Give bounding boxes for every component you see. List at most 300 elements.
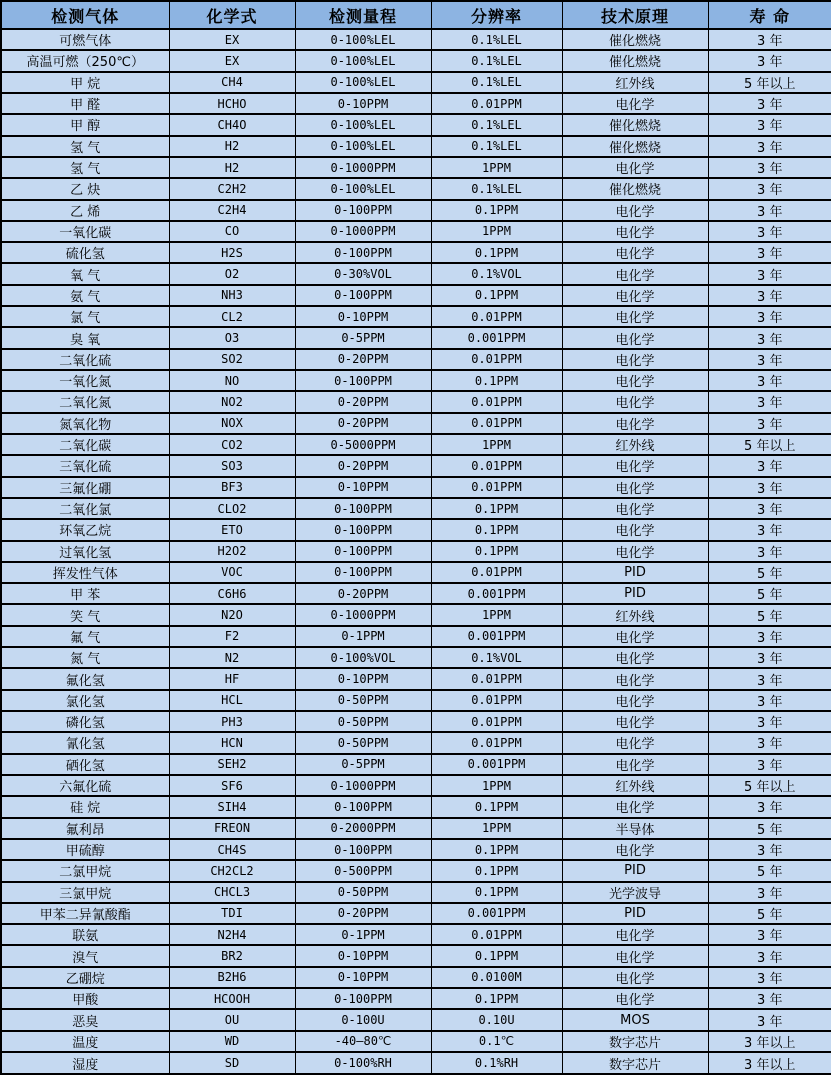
lifespan-cell: 3 年 (708, 157, 831, 178)
principle-cell: MOS (562, 1009, 708, 1030)
range-cell: 0-1000PPM (295, 604, 431, 625)
column-header: 化学式 (169, 1, 295, 29)
range-cell: 0-20PPM (295, 903, 431, 924)
lifespan-cell: 3 年 (708, 455, 831, 476)
formula-cell: CO2 (169, 434, 295, 455)
resolution-cell: 0.01PPM (431, 690, 562, 711)
resolution-cell: 0.1%LEL (431, 114, 562, 135)
lifespan-cell: 3 年 (708, 221, 831, 242)
range-cell: 0-50PPM (295, 882, 431, 903)
lifespan-cell: 5 年 (708, 860, 831, 881)
resolution-cell: 0.001PPM (431, 327, 562, 348)
range-cell: 0-10PPM (295, 93, 431, 114)
table-row (1, 93, 831, 114)
formula-cell: CLO2 (169, 498, 295, 519)
table-row (1, 818, 831, 839)
gas-name-cell: 氮氧化物 (1, 413, 169, 434)
principle-cell: 电化学 (562, 945, 708, 966)
lifespan-cell: 3 年 (708, 519, 831, 540)
formula-cell: CH4 (169, 72, 295, 93)
lifespan-cell: 5 年 (708, 903, 831, 924)
principle-cell: 电化学 (562, 221, 708, 242)
table-row (1, 967, 831, 988)
lifespan-cell: 3 年 (708, 647, 831, 668)
formula-cell: SIH4 (169, 796, 295, 817)
range-cell: 0-500PPM (295, 860, 431, 881)
principle-cell: PID (562, 860, 708, 881)
lifespan-cell: 5 年 (708, 562, 831, 583)
lifespan-cell: 3 年 (708, 626, 831, 647)
formula-cell: N2H4 (169, 924, 295, 945)
principle-cell: 电化学 (562, 754, 708, 775)
table-row (1, 477, 831, 498)
formula-cell: C2H2 (169, 178, 295, 199)
lifespan-cell: 3 年 (708, 242, 831, 263)
range-cell: 0-1000PPM (295, 157, 431, 178)
range-cell: 0-30%VOL (295, 263, 431, 284)
lifespan-cell: 5 年以上 (708, 434, 831, 455)
table-row (1, 1052, 831, 1074)
resolution-cell: 0.1%LEL (431, 50, 562, 71)
lifespan-cell: 5 年以上 (708, 775, 831, 796)
principle-cell: 催化燃烧 (562, 29, 708, 50)
lifespan-cell: 3 年 (708, 796, 831, 817)
lifespan-cell: 5 年 (708, 818, 831, 839)
table-row (1, 541, 831, 562)
formula-cell: WD (169, 1031, 295, 1052)
gas-name-cell: 一氧化氮 (1, 370, 169, 391)
gas-name-cell: 氯化氢 (1, 690, 169, 711)
table-row (1, 796, 831, 817)
range-cell: 0-20PPM (295, 455, 431, 476)
lifespan-cell: 3 年 (708, 754, 831, 775)
principle-cell: 电化学 (562, 924, 708, 945)
principle-cell: 电化学 (562, 455, 708, 476)
table-row (1, 583, 831, 604)
formula-cell: NO (169, 370, 295, 391)
formula-cell: CO (169, 221, 295, 242)
lifespan-cell: 3 年 (708, 541, 831, 562)
range-cell: 0-100PPM (295, 796, 431, 817)
column-header: 寿 命 (708, 1, 831, 29)
table-row (1, 434, 831, 455)
resolution-cell: 0.1PPM (431, 796, 562, 817)
table-row (1, 690, 831, 711)
formula-cell: N2O (169, 604, 295, 625)
range-cell: 0-10PPM (295, 668, 431, 689)
principle-cell: 电化学 (562, 285, 708, 306)
gas-name-cell: 氮 气 (1, 647, 169, 668)
lifespan-cell: 3 年 (708, 668, 831, 689)
table-row (1, 711, 831, 732)
table-row (1, 50, 831, 71)
lifespan-cell: 3 年 (708, 413, 831, 434)
range-cell: 0-100PPM (295, 200, 431, 221)
table-row (1, 945, 831, 966)
lifespan-cell: 3 年 (708, 349, 831, 370)
lifespan-cell: 3 年 (708, 285, 831, 306)
gas-name-cell: 磷化氢 (1, 711, 169, 732)
range-cell: 0-1000PPM (295, 221, 431, 242)
table-row (1, 604, 831, 625)
table-row (1, 882, 831, 903)
resolution-cell: 0.1℃ (431, 1031, 562, 1052)
resolution-cell: 0.01PPM (431, 924, 562, 945)
lifespan-cell: 3 年 (708, 136, 831, 157)
resolution-cell: 0.01PPM (431, 455, 562, 476)
principle-cell: PID (562, 562, 708, 583)
principle-cell: 电化学 (562, 391, 708, 412)
gas-name-cell: 溴气 (1, 945, 169, 966)
formula-cell: O3 (169, 327, 295, 348)
gas-name-cell: 氨 气 (1, 285, 169, 306)
formula-cell: F2 (169, 626, 295, 647)
principle-cell: 电化学 (562, 732, 708, 753)
range-cell: 0-5000PPM (295, 434, 431, 455)
range-cell: 0-100%RH (295, 1052, 431, 1074)
range-cell: -40—80℃ (295, 1031, 431, 1052)
gas-name-cell: 甲 醇 (1, 114, 169, 135)
table-row (1, 242, 831, 263)
formula-cell: ETO (169, 519, 295, 540)
range-cell: 0-100%LEL (295, 72, 431, 93)
formula-cell: SO2 (169, 349, 295, 370)
resolution-cell: 0.001PPM (431, 626, 562, 647)
table-row (1, 391, 831, 412)
gas-name-cell: 臭 氧 (1, 327, 169, 348)
resolution-cell: 0.01PPM (431, 732, 562, 753)
lifespan-cell: 3 年 (708, 882, 831, 903)
lifespan-cell: 3 年 (708, 93, 831, 114)
range-cell: 0-50PPM (295, 690, 431, 711)
principle-cell: 电化学 (562, 967, 708, 988)
range-cell: 0-5PPM (295, 754, 431, 775)
lifespan-cell: 3 年 (708, 924, 831, 945)
principle-cell: 光学波导 (562, 882, 708, 903)
resolution-cell: 0.1PPM (431, 541, 562, 562)
lifespan-cell: 5 年 (708, 583, 831, 604)
table-row (1, 988, 831, 1009)
lifespan-cell: 3 年以上 (708, 1052, 831, 1074)
gas-name-cell: 硒化氢 (1, 754, 169, 775)
formula-cell: EX (169, 50, 295, 71)
range-cell: 0-2000PPM (295, 818, 431, 839)
gas-name-cell: 硫化氢 (1, 242, 169, 263)
table-row (1, 221, 831, 242)
table-row (1, 626, 831, 647)
table-row (1, 263, 831, 284)
gas-name-cell: 过氧化氢 (1, 541, 169, 562)
resolution-cell: 0.1%LEL (431, 72, 562, 93)
header-row (1, 1, 831, 29)
gas-name-cell: 二氧化氯 (1, 498, 169, 519)
range-cell: 0-100PPM (295, 988, 431, 1009)
range-cell: 0-100%LEL (295, 178, 431, 199)
table-row (1, 370, 831, 391)
resolution-cell: 0.1%LEL (431, 136, 562, 157)
lifespan-cell: 3 年 (708, 711, 831, 732)
formula-cell: H2 (169, 157, 295, 178)
principle-cell: 电化学 (562, 349, 708, 370)
gas-name-cell: 六氟化硫 (1, 775, 169, 796)
formula-cell: C2H4 (169, 200, 295, 221)
table-row (1, 519, 831, 540)
range-cell: 0-100PPM (295, 519, 431, 540)
lifespan-cell: 3 年 (708, 200, 831, 221)
range-cell: 0-100%LEL (295, 114, 431, 135)
table-row (1, 732, 831, 753)
lifespan-cell: 3 年 (708, 988, 831, 1009)
gas-name-cell: 可燃气体 (1, 29, 169, 50)
gas-name-cell: 环氧乙烷 (1, 519, 169, 540)
principle-cell: 数字芯片 (562, 1031, 708, 1052)
formula-cell: C6H6 (169, 583, 295, 604)
lifespan-cell: 3 年 (708, 967, 831, 988)
gas-name-cell: 笑 气 (1, 604, 169, 625)
range-cell: 0-100%LEL (295, 29, 431, 50)
range-cell: 0-100U (295, 1009, 431, 1030)
resolution-cell: 0.01PPM (431, 711, 562, 732)
principle-cell: 电化学 (562, 711, 708, 732)
range-cell: 0-10PPM (295, 967, 431, 988)
range-cell: 0-100PPM (295, 541, 431, 562)
range-cell: 0-50PPM (295, 732, 431, 753)
table-body (1, 29, 831, 1074)
table-row (1, 903, 831, 924)
table-row (1, 647, 831, 668)
table-row (1, 1009, 831, 1030)
range-cell: 0-100PPM (295, 562, 431, 583)
column-header: 检测量程 (295, 1, 431, 29)
principle-cell: 电化学 (562, 626, 708, 647)
table-row (1, 562, 831, 583)
gas-name-cell: 挥发性气体 (1, 562, 169, 583)
resolution-cell: 0.001PPM (431, 754, 562, 775)
table-row (1, 860, 831, 881)
table-row (1, 1031, 831, 1052)
principle-cell: 电化学 (562, 327, 708, 348)
principle-cell: 电化学 (562, 263, 708, 284)
resolution-cell: 0.001PPM (431, 903, 562, 924)
range-cell: 0-100PPM (295, 839, 431, 860)
formula-cell: CH4O (169, 114, 295, 135)
range-cell: 0-20PPM (295, 413, 431, 434)
resolution-cell: 0.1%VOL (431, 647, 562, 668)
lifespan-cell: 3 年 (708, 29, 831, 50)
principle-cell: 红外线 (562, 434, 708, 455)
resolution-cell: 0.01PPM (431, 477, 562, 498)
gas-name-cell: 三氯甲烷 (1, 882, 169, 903)
gas-name-cell: 湿度 (1, 1052, 169, 1074)
lifespan-cell: 3 年 (708, 391, 831, 412)
lifespan-cell: 3 年 (708, 178, 831, 199)
formula-cell: SF6 (169, 775, 295, 796)
formula-cell: O2 (169, 263, 295, 284)
range-cell: 0-100PPM (295, 285, 431, 306)
table-row (1, 114, 831, 135)
lifespan-cell: 3 年 (708, 370, 831, 391)
principle-cell: 电化学 (562, 200, 708, 221)
range-cell: 0-100%VOL (295, 647, 431, 668)
formula-cell: OU (169, 1009, 295, 1030)
principle-cell: PID (562, 903, 708, 924)
formula-cell: B2H6 (169, 967, 295, 988)
gas-name-cell: 二氯甲烷 (1, 860, 169, 881)
resolution-cell: 0.10U (431, 1009, 562, 1030)
gas-name-cell: 硅 烷 (1, 796, 169, 817)
lifespan-cell: 3 年 (708, 1009, 831, 1030)
range-cell: 0-100%LEL (295, 50, 431, 71)
lifespan-cell: 3 年 (708, 498, 831, 519)
table-row (1, 349, 831, 370)
principle-cell: 电化学 (562, 157, 708, 178)
gas-name-cell: 一氧化碳 (1, 221, 169, 242)
lifespan-cell: 3 年 (708, 114, 831, 135)
lifespan-cell: 5 年以上 (708, 72, 831, 93)
lifespan-cell: 3 年 (708, 690, 831, 711)
resolution-cell: 0.01PPM (431, 349, 562, 370)
principle-cell: 催化燃烧 (562, 178, 708, 199)
resolution-cell: 1PPM (431, 604, 562, 625)
formula-cell: CH2CL2 (169, 860, 295, 881)
table-row (1, 668, 831, 689)
table-row (1, 775, 831, 796)
table-row (1, 455, 831, 476)
principle-cell: 半导体 (562, 818, 708, 839)
principle-cell: 电化学 (562, 93, 708, 114)
range-cell: 0-10PPM (295, 945, 431, 966)
lifespan-cell: 3 年 (708, 945, 831, 966)
table-row (1, 413, 831, 434)
gas-name-cell: 温度 (1, 1031, 169, 1052)
resolution-cell: 0.1PPM (431, 498, 562, 519)
table-row (1, 29, 831, 50)
range-cell: 0-10PPM (295, 477, 431, 498)
column-header: 检测气体 (1, 1, 169, 29)
gas-name-cell: 甲酸 (1, 988, 169, 1009)
gas-name-cell: 氟 气 (1, 626, 169, 647)
resolution-cell: 1PPM (431, 157, 562, 178)
range-cell: 0-1000PPM (295, 775, 431, 796)
table-row (1, 924, 831, 945)
range-cell: 0-100PPM (295, 242, 431, 263)
gas-name-cell: 三氧化硫 (1, 455, 169, 476)
formula-cell: HCOOH (169, 988, 295, 1009)
formula-cell: VOC (169, 562, 295, 583)
resolution-cell: 1PPM (431, 434, 562, 455)
resolution-cell: 0.1PPM (431, 285, 562, 306)
lifespan-cell: 3 年 (708, 306, 831, 327)
resolution-cell: 0.0100M (431, 967, 562, 988)
table-row (1, 136, 831, 157)
formula-cell: PH3 (169, 711, 295, 732)
formula-cell: H2 (169, 136, 295, 157)
formula-cell: FREON (169, 818, 295, 839)
column-header: 技术原理 (562, 1, 708, 29)
lifespan-cell: 3 年 (708, 732, 831, 753)
table-row (1, 754, 831, 775)
lifespan-cell: 5 年 (708, 604, 831, 625)
gas-name-cell: 联氨 (1, 924, 169, 945)
formula-cell: HCN (169, 732, 295, 753)
principle-cell: 红外线 (562, 775, 708, 796)
gas-name-cell: 氢 气 (1, 157, 169, 178)
lifespan-cell: 3 年 (708, 50, 831, 71)
principle-cell: PID (562, 583, 708, 604)
gas-name-cell: 乙 烯 (1, 200, 169, 221)
resolution-cell: 0.001PPM (431, 583, 562, 604)
gas-name-cell: 甲苯二异氰酸酯 (1, 903, 169, 924)
formula-cell: HF (169, 668, 295, 689)
formula-cell: H2S (169, 242, 295, 263)
principle-cell: 电化学 (562, 690, 708, 711)
resolution-cell: 1PPM (431, 221, 562, 242)
principle-cell: 电化学 (562, 413, 708, 434)
resolution-cell: 0.1PPM (431, 519, 562, 540)
range-cell: 0-100%LEL (295, 136, 431, 157)
principle-cell: 电化学 (562, 796, 708, 817)
range-cell: 0-10PPM (295, 306, 431, 327)
range-cell: 0-100PPM (295, 370, 431, 391)
resolution-cell: 0.1PPM (431, 839, 562, 860)
formula-cell: N2 (169, 647, 295, 668)
gas-name-cell: 二氧化碳 (1, 434, 169, 455)
lifespan-cell: 3 年 (708, 327, 831, 348)
gas-name-cell: 高温可燃（250℃） (1, 50, 169, 71)
gas-name-cell: 氰化氢 (1, 732, 169, 753)
resolution-cell: 0.01PPM (431, 93, 562, 114)
table-row (1, 72, 831, 93)
formula-cell: SD (169, 1052, 295, 1074)
range-cell: 0-1PPM (295, 924, 431, 945)
resolution-cell: 0.1%LEL (431, 178, 562, 199)
principle-cell: 电化学 (562, 242, 708, 263)
principle-cell: 催化燃烧 (562, 114, 708, 135)
resolution-cell: 0.1PPM (431, 945, 562, 966)
table-row (1, 285, 831, 306)
resolution-cell: 0.01PPM (431, 413, 562, 434)
formula-cell: H2O2 (169, 541, 295, 562)
formula-cell: BF3 (169, 477, 295, 498)
table-row (1, 306, 831, 327)
formula-cell: NO2 (169, 391, 295, 412)
formula-cell: CHCL3 (169, 882, 295, 903)
gas-name-cell: 二氧化氮 (1, 391, 169, 412)
formula-cell: NOX (169, 413, 295, 434)
table-row (1, 178, 831, 199)
principle-cell: 催化燃烧 (562, 136, 708, 157)
formula-cell: CH4S (169, 839, 295, 860)
principle-cell: 电化学 (562, 498, 708, 519)
principle-cell: 电化学 (562, 988, 708, 1009)
resolution-cell: 1PPM (431, 775, 562, 796)
range-cell: 0-20PPM (295, 349, 431, 370)
gas-name-cell: 甲 苯 (1, 583, 169, 604)
range-cell: 0-100PPM (295, 498, 431, 519)
column-header: 分辨率 (431, 1, 562, 29)
gas-name-cell: 三氟化硼 (1, 477, 169, 498)
gas-name-cell: 氧 气 (1, 263, 169, 284)
lifespan-cell: 3 年 (708, 839, 831, 860)
gas-name-cell: 甲 醛 (1, 93, 169, 114)
resolution-cell: 0.1PPM (431, 242, 562, 263)
principle-cell: 数字芯片 (562, 1052, 708, 1074)
resolution-cell: 0.01PPM (431, 562, 562, 583)
range-cell: 0-50PPM (295, 711, 431, 732)
principle-cell: 电化学 (562, 306, 708, 327)
resolution-cell: 0.1PPM (431, 370, 562, 391)
lifespan-cell: 3 年以上 (708, 1031, 831, 1052)
